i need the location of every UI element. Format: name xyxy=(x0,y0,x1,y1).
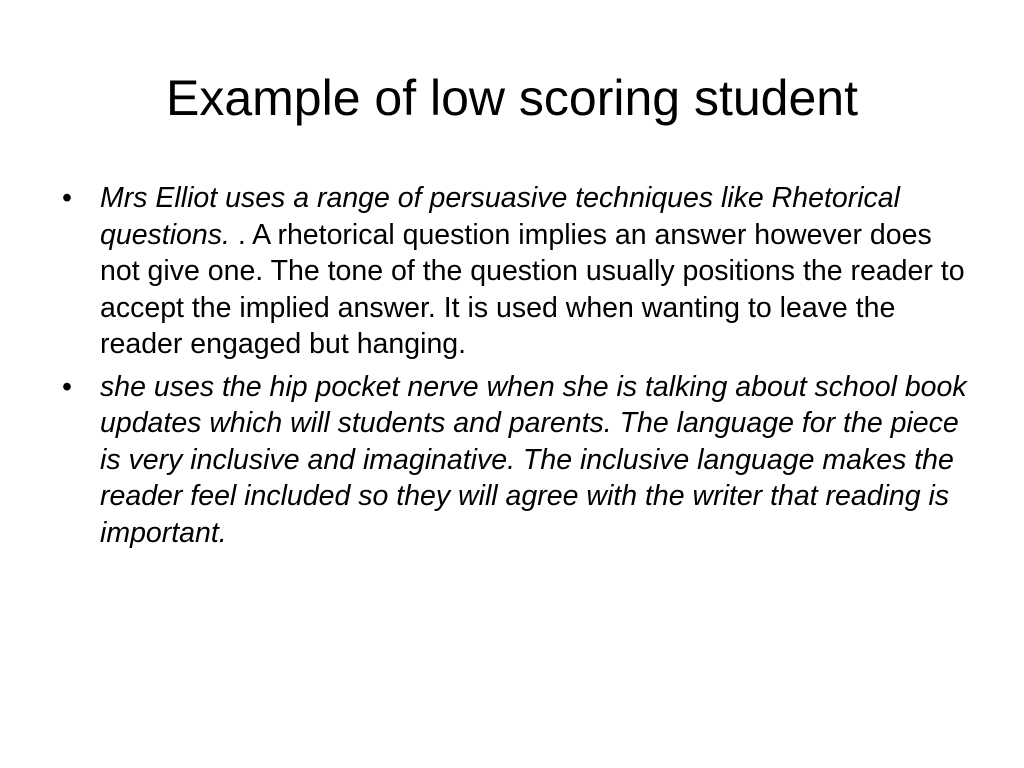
bullet-list xyxy=(62,180,972,557)
slide-title: Example of low scoring student xyxy=(165,70,859,126)
bullet-icon: • xyxy=(62,182,72,214)
bullet-item-2 xyxy=(62,369,972,552)
bullet-1-regular-text: . A rhetorical question implies an answer however does not give one. The tone of the question usually positions the reader to accept the implied answer. It is used when wanting to leave the reader engaged but hanging. xyxy=(100,218,965,360)
bullet-icon: • xyxy=(62,370,72,403)
bullet-2-italic-text: she uses the hip pocket nerve when she is talking about school book updates which will students and parents. The language for the piece is very inclusive and imaginative. The inclusive language makes the reader feel included so they will agree with the writer that reading is important. xyxy=(100,370,967,549)
bullet-item-1 xyxy=(62,180,972,363)
bullet-1-italic-text: Mrs Elliot uses a range of persuasive techniques like Rhetorical questions. xyxy=(100,182,900,251)
